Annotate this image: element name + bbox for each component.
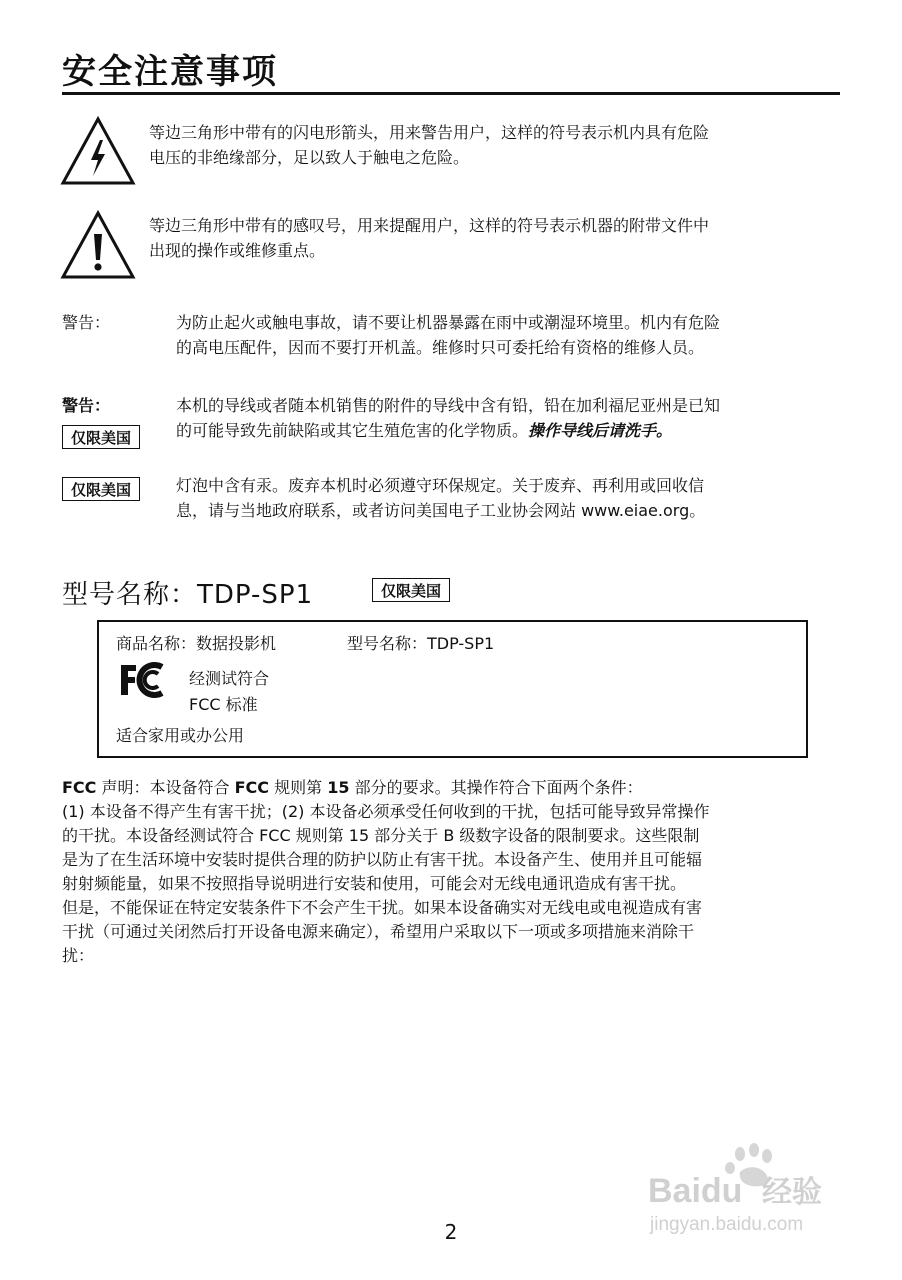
exclamation-warning-text: 等边三角形中带有的感叹号，用来提醒用户，这样的符号表示机器的附带文件中 出现的操作或维修重点。: [149, 216, 710, 260]
fcc-label-box: [97, 620, 808, 758]
page-number: 2: [444, 1220, 458, 1244]
product-name: 商品名称：数据投影机: [116, 634, 277, 653]
usage-note: 适合家用或办公用: [116, 726, 245, 745]
warning-text: 为防止起火或触电事故，请不要让机器暴露在雨中或潮湿环境里。机内有危险 的高电压配件，因而不要打开机盖。维修时只可委托给有资格的维修人员。: [176, 313, 721, 357]
fcc-logo-icon: [118, 662, 172, 698]
baidu-watermark-logo: [640, 1140, 860, 1240]
watermark-url: jingyan.baidu.com: [650, 1214, 804, 1235]
watermark-brand-cn: 经验: [762, 1175, 822, 1210]
wash-hands-emphasis: 操作导线后请洗手。: [528, 421, 673, 440]
lightning-warning-text: 等边三角形中带有的闪电形箭头，用来警告用户，这样的符号表示机内具有危险 电压的非绝缘部分，足以致人于触电之危险。: [149, 123, 710, 167]
lead-warning-text: 本机的导线或者随本机销售的附件的导线中含有铅，铅在加利福尼亚州是已知 的可能导致先前缺陷或其它生殖危害的化学物质。操作导线后请洗手。: [176, 396, 721, 440]
lightning-warning-icon: [60, 116, 136, 186]
usa-only-tag-mercury: 仅限美国: [62, 477, 140, 501]
fcc-statement: FCC 声明：本设备符合 FCC 规则第 15 部分的要求。其操作符合下面两个条件： (1) 本设备不得产生有害干扰；(2) 本设备必须承受任何收到的干扰，包括可能导致异常操作 的干扰。本设备经测试符合 FCC 规则第 15 部分关于 B 级数字设备的限制要求。这些限制 是为了在生活环境中安装时提供合理的防护以防止有害干扰。本设备产生、使用并且可能辐 射射频能量，如果不按照指导说明进行安装和使用，可能会对无线电通讯造成有害干扰。 但是，不能保证在特定安装条件下不会产生干扰。如果本设备确实对无线电或电视造成有害 干扰（可通过关闭然后打开设备电源来确定），希望用户采取以下一项或多项措施来消除干 扰：: [62, 778, 710, 965]
usa-only-tag-model: 仅限美国: [372, 578, 450, 602]
title-rule: [62, 92, 840, 95]
fcc-tested-line2: FCC 标准: [189, 695, 258, 714]
mercury-text: 灯泡中含有汞。废弃本机时必须遵守环保规定。关于废弃、再利用或回收信 息，请与当地政府联系，或者访问美国电子工业协会网站 www.eiae.org。: [176, 476, 706, 520]
warning-label: 警告：: [62, 313, 111, 332]
watermark-brand: Baidu: [648, 1172, 743, 1210]
page-title: 安全注意事项: [62, 52, 278, 92]
model-heading: 型号名称：TDP-SP1: [62, 580, 314, 610]
usa-only-tag-lead: 仅限美国: [62, 425, 140, 449]
model-name: 型号名称：TDP-SP1: [347, 634, 495, 653]
lead-warning-label: 警告：: [62, 396, 111, 415]
exclamation-warning-icon: [60, 210, 136, 280]
fcc-tested-line1: 经测试符合: [189, 669, 270, 688]
